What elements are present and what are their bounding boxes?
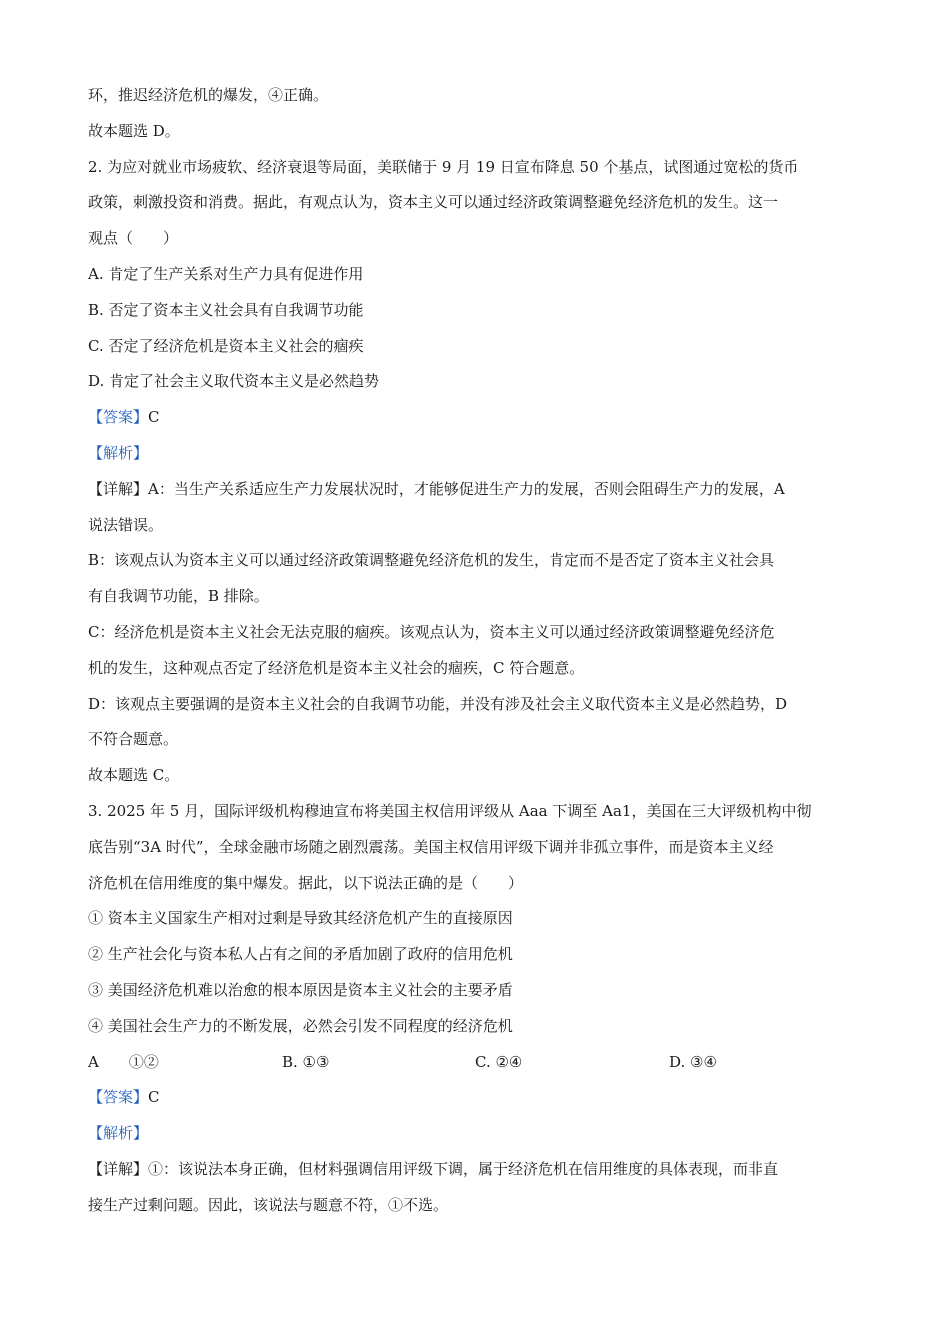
statement-1: ① 资本主义国家生产相对过剩是导致其经济危机产生的直接原因 [88,909,513,928]
detail-text: 接生产过剩问题。因此，该说法与题意不符，①不选。 [88,1195,449,1214]
answer-tag: 【答案】 [88,1088,149,1107]
detail-text: ①：该说法本身正确，但材料强调信用评级下调，属于经济危机在信用维度的具体表现，而非直 [148,1159,779,1178]
text-line: 故本题选 D。 [88,121,180,140]
option-b: B. 否定了资本主义社会具有自我调节功能 [88,300,364,319]
conclusion-text: 故本题选 C。 [88,766,180,785]
detail-text: 说法错误。 [88,515,164,534]
detail-text: 有自我调节功能，B 排除。 [88,587,269,606]
option-a: A ①② [88,1052,159,1071]
question-3-stem: 济危机在信用维度的集中爆发。据此，以下说法正确的是（ ） [88,873,524,892]
option-c: C. ②④ [475,1052,523,1071]
detail-text: B：该观点认为资本主义可以通过经济政策调整避免经济危机的发生，肯定而不是否定了资本主义社会具 [88,551,775,570]
analysis-line [88,436,863,472]
detail-tag: 【详解】 [88,1159,149,1178]
question-2-stem: 2. 为应对就业市场疲软、经济衰退等局面，美联储于 9 月 19 日宣布降息 50 个基点，试图通过宽松的货币 [88,157,799,176]
detail-text: C：经济危机是资本主义社会无法克服的痼疾。该观点认为，资本主义可以通过经济政策调整避免经济危 [88,622,775,641]
statement-3: ③ 美国经济危机难以治愈的根本原因是资本主义社会的主要矛盾 [88,980,513,999]
detail-tag: 【详解】 [88,479,149,498]
detail-line [88,1152,863,1188]
answer-line [88,400,863,436]
statement-2: ② 生产社会化与资本私人占有之间的矛盾加剧了政府的信用危机 [88,945,513,964]
detail-text: D：该观点主要强调的是资本主义社会的自我调节功能，并没有涉及社会主义取代资本主义是必然趋势，D [88,694,788,713]
document-page [88,78,863,1224]
option-b: B. ①③ [282,1052,330,1071]
statement-4: ④ 美国社会生产力的不断发展，必然会引发不同程度的经济危机 [88,1016,513,1035]
question-3-stem: 3. 2025 年 5 月，国际评级机构穆迪宣布将美国主权信用评级从 Aaa 下调至 Aa1，美国在三大评级机构中彻 [88,801,812,820]
analysis-tag: 【解析】 [88,443,149,462]
question-3-stem: 底告别“3A 时代”，全球金融市场随之剧烈震荡。美国主权信用评级下调并非孤立事件，而是资本主义经 [88,837,774,856]
answer-value: C [148,408,160,427]
text-line: 环，推迟经济危机的爆发，④正确。 [88,86,329,104]
option-d: D. ③④ [669,1052,717,1071]
question-2-stem: 观点（ ） [88,229,179,248]
detail-line [88,472,863,508]
answer-value: C [148,1088,160,1107]
detail-text: 不符合题意。 [88,730,179,749]
analysis-tag: 【解析】 [88,1124,149,1143]
option-a: A. 肯定了生产关系对生产力具有促进作用 [88,264,364,283]
options-row [88,1045,863,1081]
question-2-stem: 政策，刺激投资和消费。据此，有观点认为，资本主义可以通过经济政策调整避免经济危机的发生。这一 [88,193,779,212]
answer-line [88,1080,863,1116]
answer-tag: 【答案】 [88,408,149,427]
analysis-line [88,1116,863,1152]
detail-text: A：当生产关系适应生产力发展状况时，才能够促进生产力的发展，否则会阻碍生产力的发展，A [148,479,785,498]
detail-text: 机的发生，这种观点否定了经济危机是资本主义社会的痼疾，C 符合题意。 [88,658,585,677]
option-c: C. 否定了经济危机是资本主义社会的痼疾 [88,336,364,355]
option-d: D. 肯定了社会主义取代资本主义是必然趋势 [88,372,380,391]
